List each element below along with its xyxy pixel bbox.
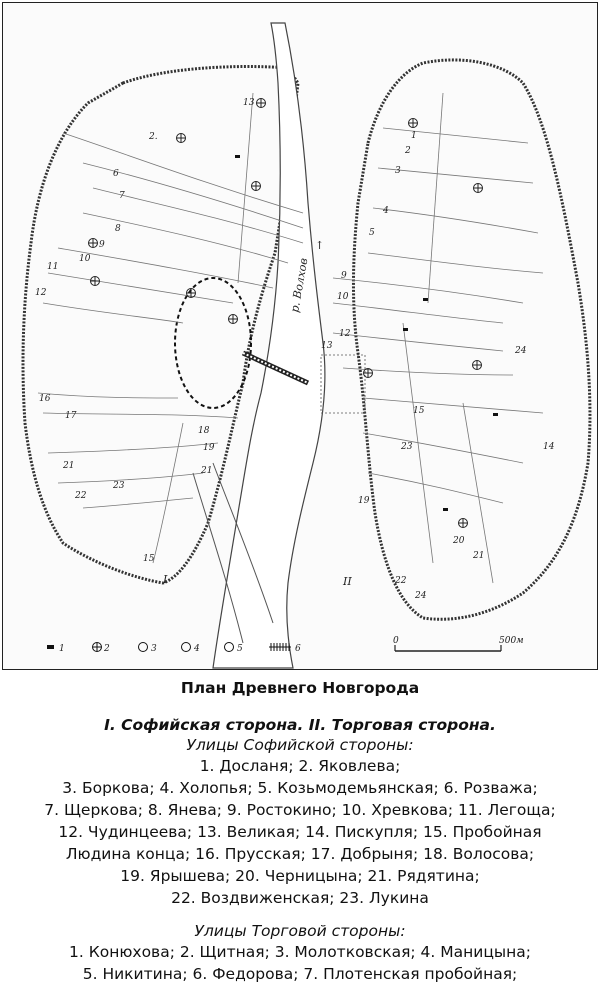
circled-letter-icon <box>139 643 148 652</box>
svg-text:22: 22 <box>395 576 407 586</box>
scale-end-label: 500м <box>499 636 524 646</box>
legend-num-5: 5 <box>237 644 243 654</box>
legend-num-1: 1 <box>59 644 65 654</box>
svg-text:15: 15 <box>413 406 425 416</box>
sofia-street-line: Людина конца; 16. Прусская; 17. Добрыня; 18. Волосова; <box>65 845 535 863</box>
map-title: План Древнего Новгорода <box>180 679 420 697</box>
svg-text:12: 12 <box>339 329 351 339</box>
svg-text:20: 20 <box>453 536 465 546</box>
sofia-street-line: 12. Чудинцеева; 13. Великая; 14. Пискупля; 15. Пробойная <box>58 823 542 841</box>
scale-start-label: 0 <box>393 636 399 646</box>
svg-text:4: 4 <box>383 206 389 216</box>
svg-text:23: 23 <box>401 442 413 452</box>
svg-text:8: 8 <box>115 224 121 234</box>
svg-text:24: 24 <box>415 591 427 601</box>
sofia-street-line: 1. Досланя; 2. Яковлева; <box>199 757 401 775</box>
sofia-street-line: 7. Щеркова; 8. Янева; 9. Ростокино; 10. Хревкова; 11. Легоща; <box>44 801 556 819</box>
svg-text:16: 16 <box>39 394 51 404</box>
svg-text:9: 9 <box>99 240 105 250</box>
legend-num-3: 3 <box>151 644 157 654</box>
side-label-torg: II <box>343 575 352 588</box>
svg-text:13: 13 <box>243 98 255 108</box>
side-label-sofia: I <box>163 573 168 586</box>
legend-num-6: 6 <box>295 644 301 654</box>
river-volkhov <box>213 23 325 668</box>
svg-text:6: 6 <box>113 169 119 179</box>
svg-text:24: 24 <box>515 346 527 356</box>
svg-text:18: 18 <box>198 426 210 436</box>
svg-text:15: 15 <box>143 554 155 564</box>
svg-text:1: 1 <box>411 131 417 141</box>
svg-text:7: 7 <box>119 191 125 201</box>
scale-bar <box>393 636 524 651</box>
svg-text:12: 12 <box>35 288 47 298</box>
river-label: р. Волхов <box>288 257 311 314</box>
svg-text:13: 13 <box>321 341 333 351</box>
svg-text:11: 11 <box>47 262 59 272</box>
sofia-street-line: 3. Боркова; 4. Холопья; 5. Козьмодемьянская; 6. Розважа; <box>62 779 538 797</box>
svg-text:22: 22 <box>75 491 87 501</box>
detinets-kremlin-wall <box>175 278 251 408</box>
church-cross-icon <box>93 643 102 652</box>
excavation-mark-icon <box>47 645 54 649</box>
svg-text:21: 21 <box>473 551 485 561</box>
torg-street-line: 5. Никитина; 6. Федорова; 7. Плотенская пробойная; <box>82 965 518 983</box>
svg-text:2: 2 <box>405 146 411 156</box>
map-frame <box>2 2 598 670</box>
svg-text:3: 3 <box>395 166 401 176</box>
svg-text:10: 10 <box>79 254 91 264</box>
sofia-street-line: 22. Воздвиженская; 23. Лукина <box>171 889 429 907</box>
north-marker: ↑ <box>315 239 325 252</box>
svg-text:9: 9 <box>341 271 347 281</box>
legend-num-4: 4 <box>194 644 200 654</box>
svg-text:19: 19 <box>358 496 370 506</box>
svg-text:2.: 2. <box>149 132 158 142</box>
map-subtitle: I. Софийская сторона. II. Торговая сторона. <box>104 716 496 734</box>
svg-text:10: 10 <box>337 292 349 302</box>
torg-streets-heading: Улицы Торговой стороны: <box>194 922 406 940</box>
svg-text:23: 23 <box>113 481 125 491</box>
svg-text:21: 21 <box>201 466 213 476</box>
map-caption <box>0 676 600 985</box>
circled-letter-icon <box>182 643 191 652</box>
svg-text:19: 19 <box>203 443 215 453</box>
novgorod-plan-map <box>3 3 599 671</box>
svg-text:14: 14 <box>543 442 555 452</box>
sofia-street-line: 19. Ярышева; 20. Черницына; 21. Рядятина; <box>120 867 480 885</box>
svg-text:21: 21 <box>63 461 75 471</box>
torg-side-outer-wall <box>353 60 589 619</box>
sofia-streets-heading: Улицы Софийской стороны: <box>186 736 414 754</box>
svg-text:17: 17 <box>65 411 77 421</box>
torg-street-line: 1. Конюхова; 2. Щитная; 3. Молотковская; 4. Маницына; <box>69 943 531 961</box>
legend-num-2: 2 <box>104 644 110 654</box>
svg-text:5: 5 <box>369 228 375 238</box>
torg-side-streets <box>333 93 543 583</box>
